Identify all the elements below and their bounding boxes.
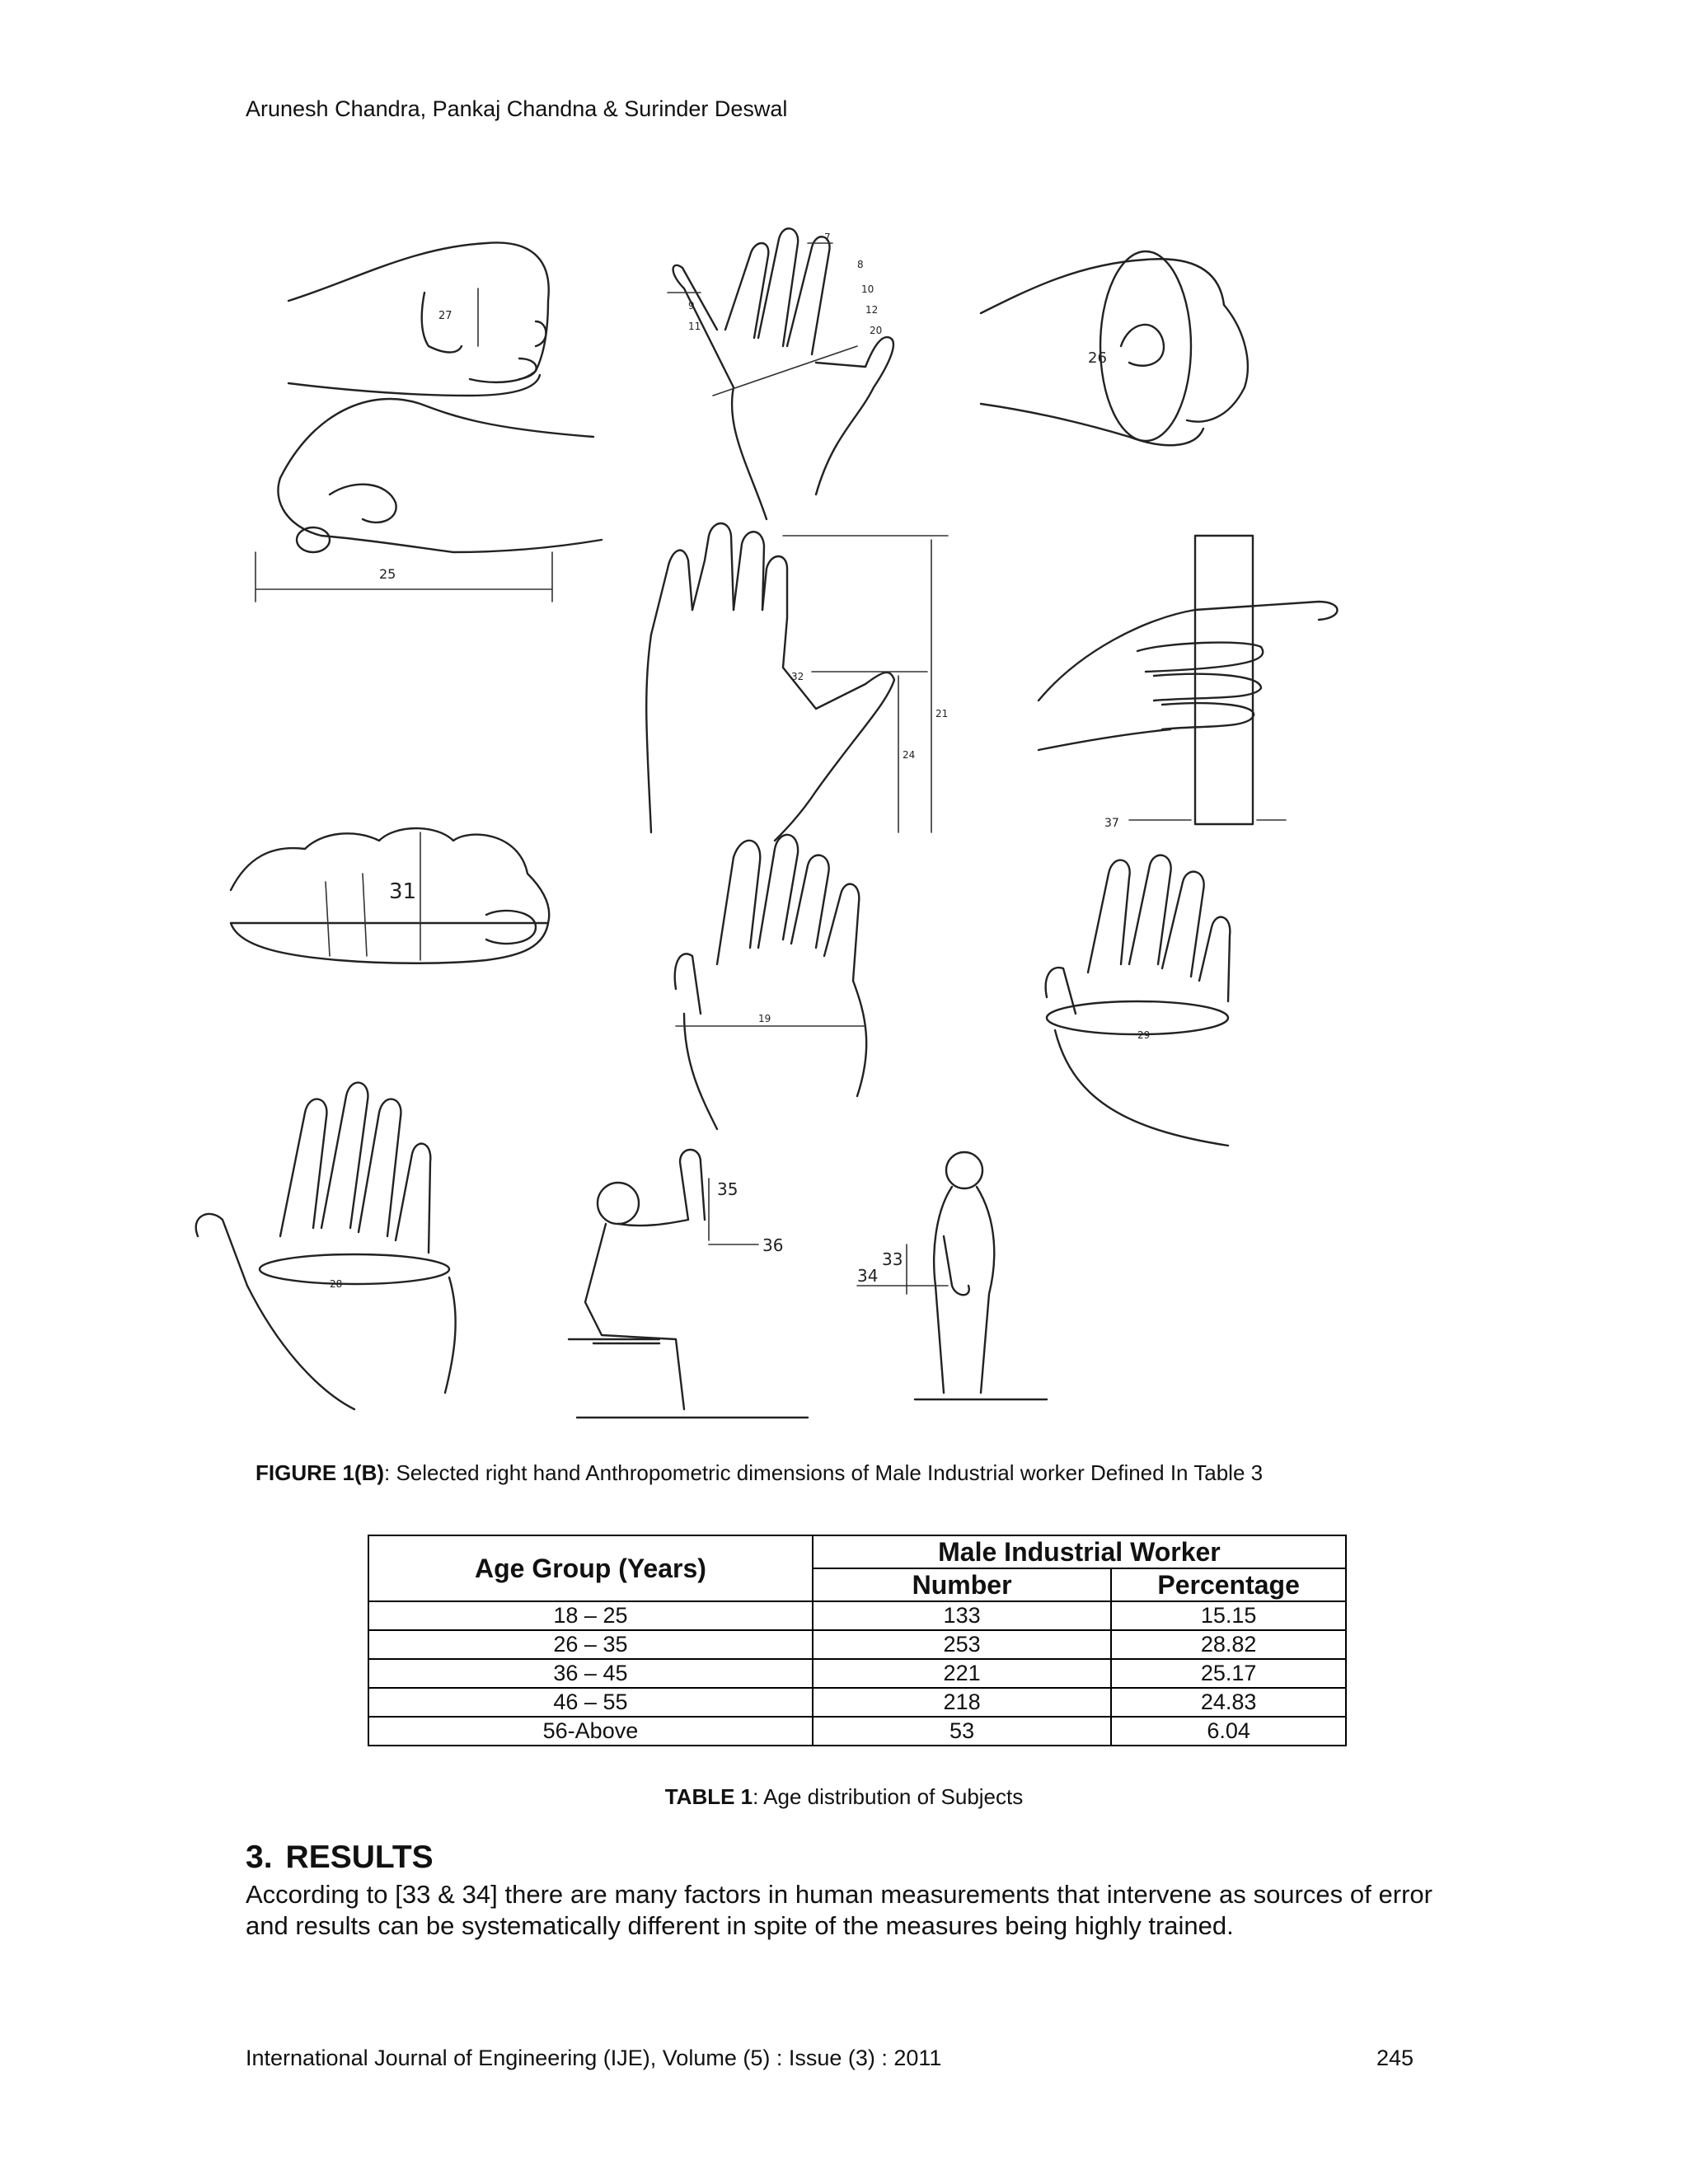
dim-label-26: 26 [1088, 349, 1107, 367]
cell-number: 253 [813, 1630, 1111, 1659]
cell-percentage: 28.82 [1111, 1630, 1346, 1659]
panel-open-hand-finger-dims [668, 228, 893, 519]
cell-number: 221 [813, 1659, 1111, 1688]
figure-caption-text: : Selected right hand Anthropometric dimensions of Male Industrial worker Defined In Table 3 [384, 1460, 1264, 1485]
dim-label-10: 10 [861, 284, 874, 295]
panel-side-fist-27 [288, 242, 549, 396]
section-heading [246, 1840, 434, 1876]
dim-label-33: 33 [882, 1249, 903, 1269]
table-row [368, 1659, 1346, 1688]
cell-number: 218 [813, 1688, 1111, 1717]
dim-label-34: 34 [857, 1266, 879, 1286]
header-male-industrial-worker: Male Industrial Worker [813, 1535, 1346, 1568]
age-distribution-table [368, 1535, 1347, 1746]
panel-seated-reach-35-36 [569, 1150, 808, 1418]
dim-label-19: 19 [758, 1013, 771, 1024]
table-row [368, 1717, 1346, 1746]
section-number: 3. [246, 1840, 273, 1875]
dim-label-25: 25 [379, 566, 396, 582]
panel-hand-circumference-29 [1046, 855, 1231, 1146]
anthropometric-figure [173, 223, 1484, 1434]
cell-age: 18 – 25 [368, 1601, 813, 1630]
dim-label-32: 32 [791, 671, 804, 682]
panel-hand-length-32-21-24 [646, 523, 948, 841]
cell-percentage: 15.15 [1111, 1601, 1346, 1630]
dim-label-20: 20 [870, 325, 883, 336]
section-title: RESULTS [285, 1840, 434, 1875]
dim-label-8: 8 [857, 259, 864, 270]
cell-age: 26 – 35 [368, 1630, 813, 1659]
table-row [368, 1630, 1346, 1659]
dim-label-31: 31 [389, 879, 417, 904]
cell-percentage: 25.17 [1111, 1659, 1346, 1688]
cell-number: 53 [813, 1717, 1111, 1746]
panel-standing-33-34 [857, 1152, 1047, 1399]
header-percentage: Percentage [1111, 1568, 1346, 1601]
panel-fist-knuckles-31 [231, 828, 549, 963]
dim-label-7: 7 [824, 232, 831, 243]
hand-dimensions-illustration [173, 223, 1484, 1434]
dim-label-24: 24 [903, 749, 916, 761]
figure-caption [256, 1460, 1263, 1486]
panel-fist-width-25 [256, 399, 602, 602]
dim-label-11: 11 [688, 321, 701, 332]
cell-number: 133 [813, 1601, 1111, 1630]
dim-label-12: 12 [865, 304, 879, 316]
panel-fist-front-26 [981, 251, 1248, 445]
results-paragraph: According to [33 & 34] there are many factors in human measurements that intervene as sources of error and results can be systematically different in spite of the measures being highly trained. [246, 1880, 1432, 1940]
dim-label-9: 9 [688, 300, 695, 312]
header-age-group: Age Group (Years) [368, 1535, 813, 1601]
footer-page-number: 245 [1376, 2046, 1414, 2070]
dim-label-36: 36 [762, 1235, 784, 1255]
dim-label-29: 29 [1137, 1029, 1151, 1041]
dim-label-35: 35 [717, 1179, 738, 1199]
running-header-authors: Arunesh Chandra, Pankaj Chandna & Surinder Deswal [246, 96, 788, 121]
header-number: Number [813, 1568, 1111, 1601]
table-caption-text: : Age distribution of Subjects [753, 1784, 1024, 1809]
table-row [368, 1688, 1346, 1717]
panel-hand-breadth-19 [675, 835, 867, 1129]
cell-percentage: 24.83 [1111, 1688, 1346, 1717]
footer-journal-info: International Journal of Engineering (IJE), Volume (5) : Issue (3) : 2011 [246, 2046, 942, 2070]
dim-label-27: 27 [438, 310, 452, 322]
table-row [368, 1601, 1346, 1630]
dim-label-21: 21 [935, 708, 949, 719]
table-caption-label: TABLE 1 [664, 1784, 753, 1809]
panel-palm-circumference-28 [196, 1083, 456, 1409]
cell-age: 46 – 55 [368, 1688, 813, 1717]
dim-label-28: 28 [330, 1278, 343, 1290]
cell-age: 56-Above [368, 1717, 813, 1746]
cell-percentage: 6.04 [1111, 1717, 1346, 1746]
panel-grip-diameter-37 [1039, 536, 1338, 830]
table-caption [0, 1784, 1688, 1810]
dim-label-37: 37 [1104, 817, 1119, 830]
cell-age: 36 – 45 [368, 1659, 813, 1688]
figure-caption-label: FIGURE 1(B) [256, 1460, 384, 1485]
